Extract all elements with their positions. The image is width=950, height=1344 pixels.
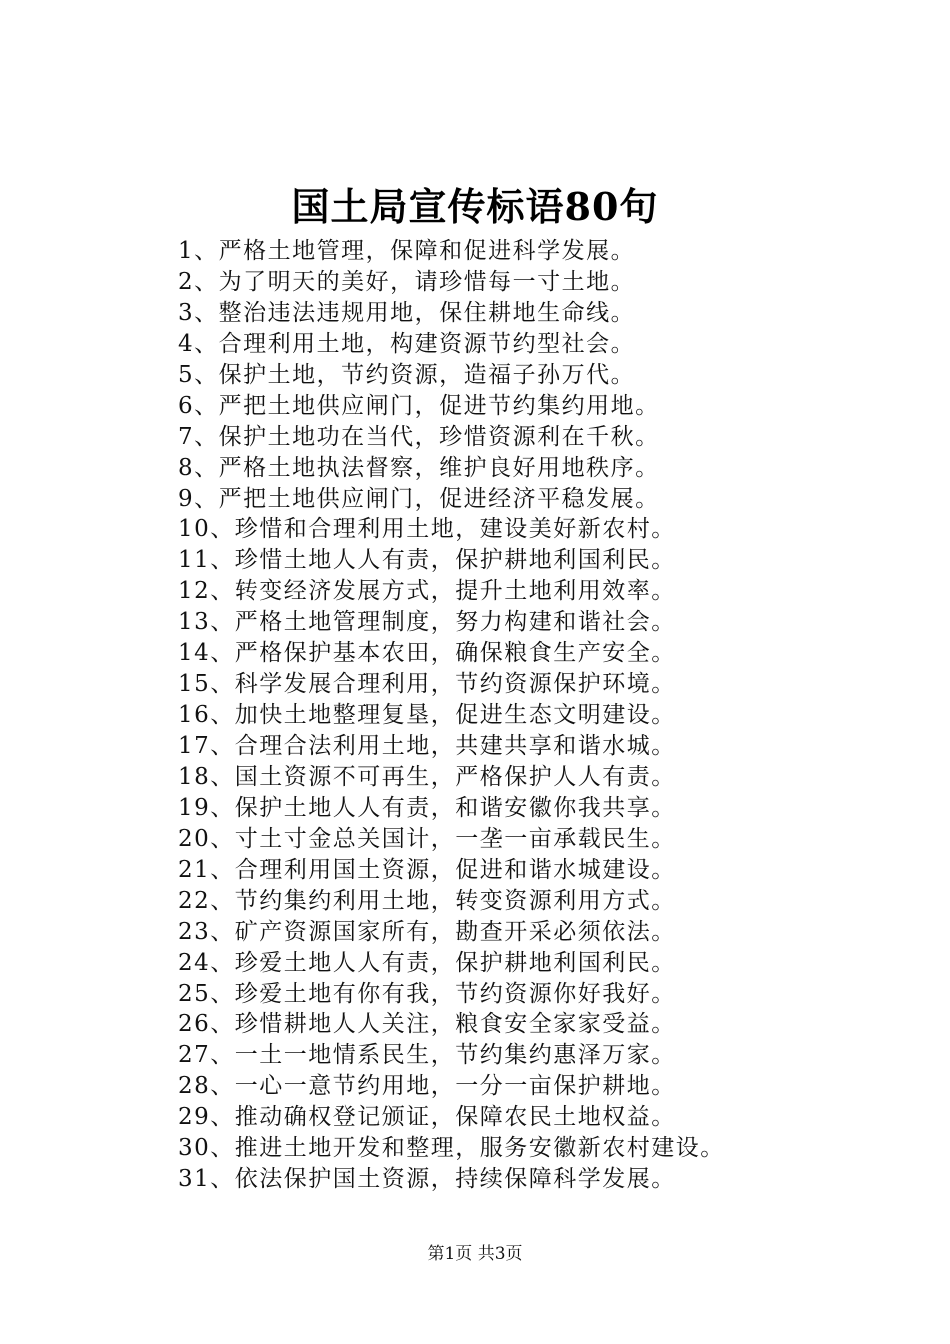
slogan-item: 12、转变经济发展方式，提升土地利用效率。	[178, 578, 676, 605]
slogan-item: 25、珍爱土地有你有我，节约资源你好我好。	[178, 980, 676, 1007]
slogan-item: 15、科学发展合理利用，节约资源保护环境。	[178, 671, 676, 698]
slogan-item: 5、保护土地，节约资源，造福子孙万代。	[178, 361, 636, 388]
slogan-item: 3、整治违法违规用地，保住耕地生命线。	[178, 299, 636, 326]
slogan-list	[178, 236, 898, 1195]
slogan-item: 26、珍惜耕地人人关注，粮食安全家家受益。	[178, 1011, 676, 1038]
slogan-item: 21、合理利用国土资源，促进和谐水城建设。	[178, 856, 676, 883]
slogan-item: 28、一心一意节约用地，一分一亩保护耕地。	[178, 1073, 676, 1100]
slogan-item: 16、加快土地整理复垦，促进生态文明建设。	[178, 702, 676, 729]
slogan-item: 11、珍惜土地人人有责，保护耕地利国利民。	[178, 547, 676, 574]
slogan-item: 1、严格土地管理，保障和促进科学发展。	[178, 238, 636, 264]
slogan-item: 20、寸土寸金总关国计，一垄一亩承载民生。	[178, 825, 676, 852]
slogan-item: 29、推动确权登记颁证，保障农民土地权益。	[178, 1104, 676, 1131]
slogan-item: 14、严格保护基本农田，确保粮食生产安全。	[178, 640, 676, 667]
slogan-item: 13、严格土地管理制度，努力构建和谐社会。	[178, 609, 676, 636]
slogan-item: 19、保护土地人人有责，和谐安徽你我共享。	[178, 794, 676, 821]
slogan-item: 7、保护土地功在当代，珍惜资源利在千秋。	[178, 423, 660, 450]
page-footer: 第1页 共3页	[427, 1244, 523, 1264]
slogan-item: 9、严把土地供应闸门，促进经济平稳发展。	[178, 485, 660, 512]
slogan-item: 4、合理利用土地，构建资源节约型社会。	[178, 330, 636, 357]
slogan-item: 8、严格土地执法督察，维护良好用地秩序。	[178, 454, 660, 481]
slogan-item: 22、节约集约利用土地，转变资源利用方式。	[178, 887, 676, 914]
slogan-item: 2、为了明天的美好，请珍惜每一寸土地。	[178, 268, 636, 295]
slogan-item: 17、合理合法利用土地，共建共享和谐水城。	[178, 733, 676, 759]
slogan-item: 31、依法保护国土资源，持续保障科学发展。	[178, 1166, 676, 1193]
slogan-item: 30、推进土地开发和整理，服务安徽新农村建设。	[178, 1135, 725, 1162]
slogan-item: 27、一土一地情系民生，节约集约惠泽万家。	[178, 1042, 676, 1069]
slogan-item: 23、矿产资源国家所有，勘查开采必须依法。	[178, 918, 676, 945]
slogan-item: 18、国土资源不可再生，严格保护人人有责。	[178, 763, 676, 790]
slogan-item: 24、珍爱土地人人有责，保护耕地利国利民。	[178, 949, 676, 976]
slogan-item: 6、严把土地供应闸门，促进节约集约用地。	[178, 392, 660, 419]
slogan-item: 10、珍惜和合理利用土地，建设美好新农村。	[178, 516, 676, 543]
document-title: 国土局宣传标语80句	[291, 184, 659, 229]
